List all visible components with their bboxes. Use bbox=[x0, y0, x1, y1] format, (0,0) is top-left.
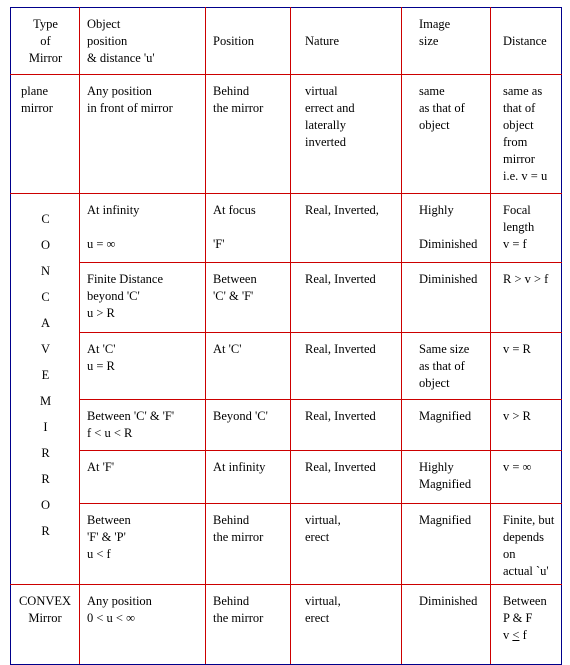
header-position: Position bbox=[206, 8, 291, 75]
convex-nature: virtual, erect bbox=[291, 585, 402, 665]
plane-distance: same as that of object from mirror i.e. v = u bbox=[491, 75, 562, 194]
plane-type: plane mirror bbox=[11, 75, 80, 194]
concave-letter: M bbox=[39, 394, 52, 408]
concave-size: Magnified bbox=[402, 400, 491, 451]
concave-nature: Real, Inverted bbox=[291, 263, 402, 333]
header-type: Type of Mirror bbox=[11, 8, 80, 75]
concave-row-3 bbox=[11, 333, 562, 400]
convex-distance-v: v bbox=[503, 628, 513, 642]
concave-letter: I bbox=[43, 420, 48, 434]
header-object: Object position & distance 'u' bbox=[80, 8, 206, 75]
concave-position: Behind the mirror bbox=[206, 504, 291, 585]
convex-type: CONVEX Mirror bbox=[11, 585, 80, 665]
concave-object: At 'F' bbox=[80, 451, 206, 504]
concave-position: At infinity bbox=[206, 451, 291, 504]
convex-distance-f: f bbox=[519, 628, 527, 642]
plane-nature: virtual errect and laterally inverted bbox=[291, 75, 402, 194]
concave-size: Magnified bbox=[402, 504, 491, 585]
concave-size: Highly Magnified bbox=[402, 451, 491, 504]
concave-letter: N bbox=[40, 264, 51, 278]
concave-nature: Real, Inverted bbox=[291, 400, 402, 451]
concave-letter: O bbox=[40, 238, 51, 252]
convex-distance bbox=[491, 585, 562, 665]
plane-position: Behind the mirror bbox=[206, 75, 291, 194]
concave-letter: R bbox=[41, 446, 50, 460]
concave-object: Finite Distance beyond 'C' u > R bbox=[80, 263, 206, 333]
mirror-image-table bbox=[10, 7, 562, 665]
plane-size: same as that of object bbox=[402, 75, 491, 194]
concave-distance: v = R bbox=[491, 333, 562, 400]
concave-object: Between 'C' & 'F' f < u < R bbox=[80, 400, 206, 451]
convex-size: Diminished bbox=[402, 585, 491, 665]
concave-distance: R > v > f bbox=[491, 263, 562, 333]
concave-row-2 bbox=[11, 263, 562, 333]
concave-nature: virtual, erect bbox=[291, 504, 402, 585]
concave-letter: E bbox=[41, 368, 50, 382]
concave-nature: Real, Inverted bbox=[291, 333, 402, 400]
concave-distance: v > R bbox=[491, 400, 562, 451]
concave-letter: R bbox=[41, 524, 50, 538]
header-nature: Nature bbox=[291, 8, 402, 75]
concave-distance: v = ∞ bbox=[491, 451, 562, 504]
concave-object: Between 'F' & 'P' u < f bbox=[80, 504, 206, 585]
convex-mirror-row bbox=[11, 585, 562, 665]
convex-position: Behind the mirror bbox=[206, 585, 291, 665]
concave-object: At infinity u = ∞ bbox=[80, 194, 206, 263]
convex-distance-text: Between P & F bbox=[503, 594, 547, 625]
concave-letter: R bbox=[41, 472, 50, 486]
plane-object: Any position in front of mirror bbox=[80, 75, 206, 194]
concave-position: At 'C' bbox=[206, 333, 291, 400]
concave-mirror-label bbox=[11, 194, 80, 585]
concave-distance: Focal length v = f bbox=[491, 194, 562, 263]
concave-position: Beyond 'C' bbox=[206, 400, 291, 451]
convex-object: Any position 0 < u < ∞ bbox=[80, 585, 206, 665]
plane-mirror-row bbox=[11, 75, 562, 194]
concave-position: Between 'C' & 'F' bbox=[206, 263, 291, 333]
header-size: Image size bbox=[402, 8, 491, 75]
concave-letter: C bbox=[41, 212, 50, 226]
concave-position: At focus 'F' bbox=[206, 194, 291, 263]
concave-nature: Real, Inverted, bbox=[291, 194, 402, 263]
concave-object: At 'C' u = R bbox=[80, 333, 206, 400]
concave-row-4 bbox=[11, 400, 562, 451]
concave-size: Highly Diminished bbox=[402, 194, 491, 263]
concave-nature: Real, Inverted bbox=[291, 451, 402, 504]
concave-row-5 bbox=[11, 451, 562, 504]
header-distance: Distance bbox=[491, 8, 562, 75]
less-or-equal-symbol: < bbox=[512, 628, 520, 642]
concave-letter: C bbox=[41, 290, 50, 304]
concave-row-6 bbox=[11, 504, 562, 585]
concave-letter: O bbox=[40, 498, 51, 512]
concave-size: Diminished bbox=[402, 263, 491, 333]
concave-letter: V bbox=[40, 342, 51, 356]
concave-size: Same size as that of object bbox=[402, 333, 491, 400]
header-row bbox=[11, 8, 562, 75]
concave-distance: Finite, but depends on actual `u' bbox=[491, 504, 562, 585]
concave-letter: A bbox=[40, 316, 51, 330]
concave-row-1 bbox=[11, 194, 562, 263]
